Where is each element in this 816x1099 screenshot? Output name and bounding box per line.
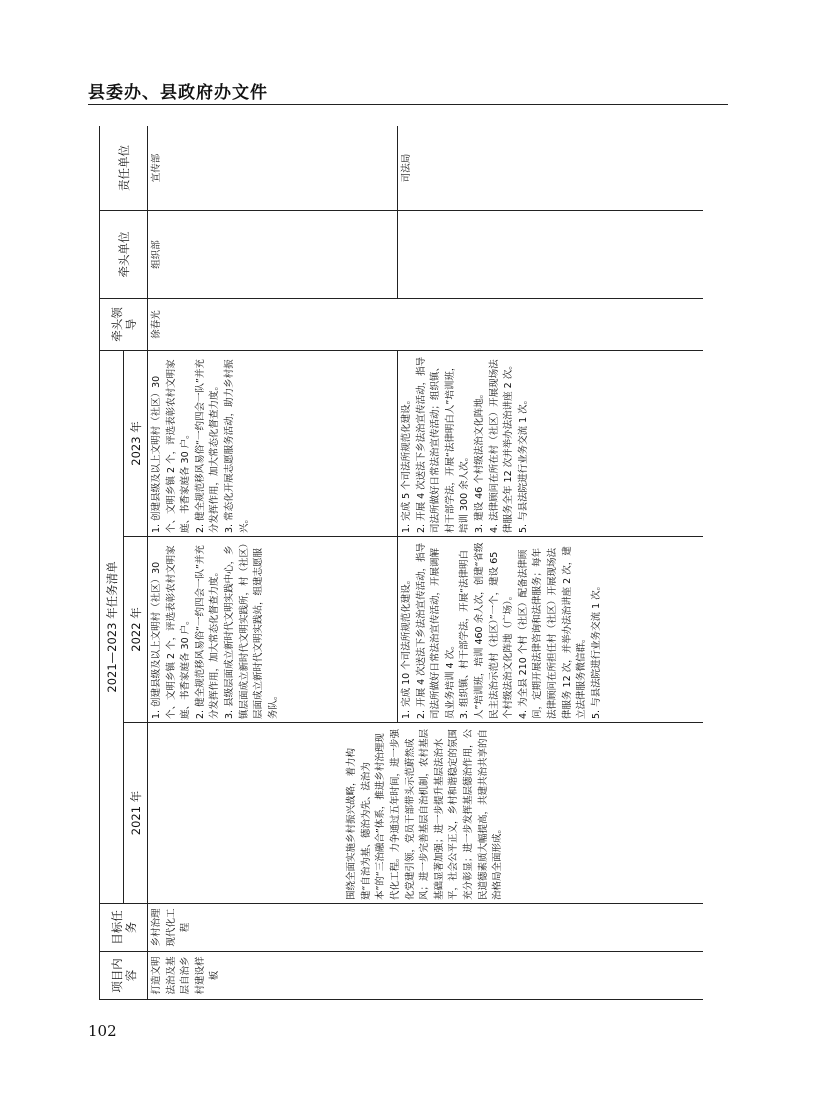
list-item: 2. 健全规范移风易俗“一约四会一队”并充分发挥作用，加大常态化督查力度。 (194, 359, 221, 533)
document-header-title: 县委办、县政府办文件 (88, 83, 268, 103)
task-table (99, 126, 703, 1000)
list-item: 5. 与县法院进行业务交流 1 次。 (590, 580, 602, 719)
responsible-unit-cell: 宣传部 (148, 126, 398, 210)
header-lead-unit: 牵头单位 (100, 210, 148, 298)
responsible-unit-cell: 司法局 (398, 126, 704, 210)
list-item: 3. 常态化开展志愿服务活动，助力乡村振兴。 (223, 359, 250, 533)
project-content-cell: 打造文明法治及基层自治乡村建设样板 (148, 952, 704, 1000)
list-item: 5. 与县法院进行业务交流 1 次。 (517, 394, 529, 533)
header-project: 项目内容 (100, 952, 148, 1000)
header-2021: 2021 年 (124, 723, 148, 904)
header-2023: 2023 年 (124, 350, 148, 536)
task-2021-cell: 围绕全面实施乡村振兴战略，着力构建“自治为基、德治为先、法治为本”的“三治融合”体系，推进乡村治理现代化工程。力争通过五年时间，进一步强化党建引领，党员干部带头示范蔚然成风；进一步完善基层自治机制，农村基层基础显著加强；进一步提升基层法治水平，社会公平正义，乡村和谐稳定的氛围充分彰显；进一步发挥基层德治作用，公民道德素质大幅提高，共建共治共享的自治格局全面形成。 (148, 723, 704, 904)
list-item: 3. 组织镇、村干部学法，开展“法律明白人”培训班，培训 460 余人次，创建“省级民主法治示范村（社区）”一个，建设 65 个村级法治文化阵地（广场）。 (459, 542, 515, 719)
lead-unit-cell: 组织部 (148, 210, 398, 298)
header-divider (88, 104, 728, 105)
task-2022-cell (148, 537, 398, 723)
task-2023-cell (398, 350, 704, 536)
list-item: 3. 县级层面成立新时代文明实践中心，乡镇层面成立新时代文明实践所，村（社区）层面成立新时代文明实践站，组建志愿服务队。 (223, 543, 279, 719)
list-item: 1. 创建县级及以上文明村（社区）30 个、文明乡镇 2 个，评选表彰农村文明家庭、书香家庭各 30 户。 (151, 359, 192, 533)
header-2022: 2022 年 (124, 537, 148, 723)
header-task-list: 2021—2023 年任务清单 (100, 350, 124, 903)
target-task-cell: 乡村治理现代化工程 (148, 904, 704, 952)
lead-unit-cell (398, 210, 704, 298)
list-item: 2. 开展 4 次送法下乡法治宣传活动，指导司法所做好日常法治宣传活动，开展调解员业务培训 4 次。 (415, 542, 456, 719)
lead-leader-cell: 徐春光 (148, 298, 704, 350)
header-target: 目标任务 (100, 904, 148, 952)
task-2023-cell (148, 350, 398, 536)
page-number: 102 (88, 1022, 117, 1040)
task-table-area (99, 126, 703, 1000)
list-item: 2. 开展 4 次送法下乡法治宣传活动，指导司法所做好日常法治宣传活动；组织镇、村干部学法，开展“法律明白人”培训班，培训 300 余人次。 (415, 356, 471, 533)
task-2022-cell (398, 537, 704, 723)
table-row (148, 126, 398, 1000)
list-item: 1. 完成 10 个司法所规范化建设。 (401, 574, 412, 719)
list-item: 1. 完成 5 个司法所规范化建设。 (401, 394, 412, 533)
list-item: 4. 为全县 210 个村（社区）配备法律顾问，定期开展法律咨询和法律服务；每年法律顾问在所担任村（社区）开展现场法律服务 12 次，并举办法治讲座 2 次，建立法律服务微信群。 (517, 546, 588, 719)
header-responsible: 责任单位 (100, 126, 148, 210)
list-item: 2. 健全规范移风易俗“一约四会一队”并充分发挥作用，加大常态化督查力度。 (194, 545, 221, 719)
list-item: 3. 建设 46 个村级法治文化阵地。 (473, 388, 485, 533)
header-lead-leader: 牵头领导 (100, 298, 148, 350)
list-item: 4. 法律顾问在所在村（社区）开展现场法律服务全年 12 次并举办法治讲座 2 次。 (488, 359, 515, 533)
rotated-table-container (99, 126, 703, 1000)
list-item: 1. 创建县级及以上文明村（社区）30 个、文明乡镇 2 个，评选表彰农村文明家庭、书香家庭各 30 户。 (151, 545, 192, 719)
